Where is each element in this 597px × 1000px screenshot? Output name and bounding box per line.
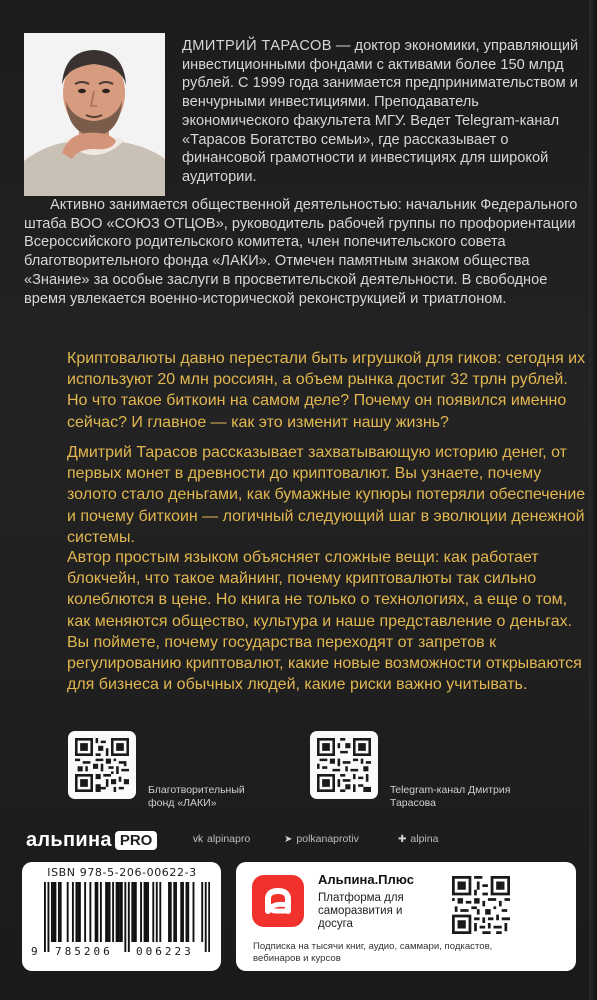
barcode-bar <box>105 882 107 942</box>
barcode-bar <box>187 882 189 942</box>
telegram-qr-code[interactable] <box>310 731 378 799</box>
barcode-bar <box>119 882 121 942</box>
isbn-number: ISBN 978-5-206-00622-3 <box>47 866 197 879</box>
barcode-bar <box>147 882 149 942</box>
blurb-paragraph-3: Автор простым языком объясняет сложные вещи: как работает блокчейн, что такое майнинг, почему криптовалюты так сильно колеблются в цене. Но книга не только о технологиях, а еще о том, как меняются общество, культура и наше представление о деньгах. Вы поймете, почему государства переходят от запретов к регулированию криптовалют, какие новые возможности открываются для бизнеса и обычных людей, какие риски важно учитывать. <box>67 549 582 694</box>
barcode-bar <box>96 882 98 942</box>
alpina-a-icon <box>252 875 304 927</box>
barcode-bar <box>53 882 55 942</box>
social-telegram[interactable] <box>284 833 359 845</box>
blurb-paragraph-1: Криптовалюты давно перестали быть игрушкой для гиков: сегодня их используют 20 млн россиян, а объем рынка достиг 32 трлн рублей. Но что такое биткоин на самом деле? Почему он появился именно сейчас? И главное — как это изменит нашу жизнь? <box>67 350 586 431</box>
barcode-bar <box>170 882 172 942</box>
qr-code-icon <box>317 738 371 792</box>
ean-left-digits: 785206 <box>55 945 113 958</box>
barcode-bar <box>58 882 60 942</box>
ean-right-digits: 006223 <box>136 945 194 958</box>
author-photo <box>24 33 165 196</box>
telegram-qr-label: Telegram-канал Дмитрия Тарасова <box>390 784 511 809</box>
barcode-bar <box>54 882 56 942</box>
social-handle: alpinapro <box>207 833 251 845</box>
barcode-bar <box>135 882 137 942</box>
barcode-bar <box>168 882 170 942</box>
barcode-bar <box>156 882 158 942</box>
alpina-plus-title: Альпина.Плюс <box>318 872 414 887</box>
fund-qr-label: Благотворительный фонд «ЛАКИ» <box>148 784 245 809</box>
barcode-bar <box>173 882 175 942</box>
alpina-pro-logo <box>26 828 157 852</box>
social-handle: alpina <box>410 833 439 845</box>
alpina-plus-logo <box>252 875 304 927</box>
barcode-bar <box>112 882 114 942</box>
barcode-bar <box>140 882 142 942</box>
social-alpina[interactable] <box>398 833 438 845</box>
barcode-bar <box>182 882 184 942</box>
social-handle: polkanaprotiv <box>296 833 359 845</box>
barcode-bar <box>47 882 49 952</box>
barcode-bar <box>75 882 77 942</box>
social-vk[interactable] <box>193 833 250 845</box>
telegram-icon: ➤ <box>284 833 293 845</box>
barcode-bar <box>124 882 126 952</box>
barcode-bar <box>109 882 111 942</box>
barcode-bar <box>44 882 46 952</box>
barcode <box>44 882 210 954</box>
barcode-bar <box>175 882 177 942</box>
barcode-bar <box>121 882 123 942</box>
ean-first-digit: 9 <box>31 945 38 958</box>
qr-code-icon <box>75 738 129 792</box>
barcode-bar <box>84 882 86 942</box>
brand-pro-badge: PRO <box>115 831 158 850</box>
barcode-bar <box>117 882 119 942</box>
author-bio-intro: — доктор экономики, управляющий инвестиционными фондами с активами более 150 млрд рублей. С 1999 года занимается предпринимательством и венчурными инвестициями. Преподаватель экономического факультета МГУ. Ведет Telegram-канал «Тарасов Богатство семьи», где рассказывает о финансовой грамотности и инвестициях для широкой аудитории. <box>182 38 579 185</box>
barcode-bar <box>72 882 74 942</box>
barcode-bar <box>201 882 203 942</box>
blurb-paragraph-2: Дмитрий Тарасов рассказывает захватывающую историю денег, от первых монет в древности до криптовалют. Вы узнаете, почему золото стало деньгами, как бумажные купюры потеряли обеспечение и почему биткоин — логичный следующий шаг в эволюции денежной системы. <box>67 444 586 546</box>
barcode-bar <box>100 882 102 942</box>
alpina-icon: ✚ <box>398 833 407 845</box>
barcode-bar <box>131 882 133 942</box>
barcode-bar <box>51 882 53 942</box>
barcode-bar <box>186 882 188 942</box>
barcode-bar <box>79 882 81 942</box>
barcode-bar <box>208 882 210 952</box>
barcode-bar <box>159 882 161 942</box>
barcode-bar <box>95 882 97 942</box>
barcode-bar <box>133 882 135 942</box>
barcode-bar <box>128 882 130 952</box>
barcode-bar <box>77 882 79 942</box>
barcode-bar <box>60 882 62 942</box>
book-spine-edge <box>589 0 597 1000</box>
alpina-plus-qr-code[interactable] <box>452 876 510 939</box>
author-bio-top <box>182 37 582 187</box>
barcode-bar <box>116 882 118 942</box>
barcode-bar <box>67 882 69 942</box>
author-bio-bottom <box>24 196 584 308</box>
fund-qr-code[interactable] <box>68 731 136 799</box>
barcode-bar <box>145 882 147 942</box>
barcode-bar <box>205 882 207 952</box>
barcode-bar <box>193 882 195 942</box>
barcode-bar <box>152 882 154 942</box>
brand-name: альпина <box>26 828 112 851</box>
barcode-bar <box>180 882 182 942</box>
vk-icon: vk <box>193 833 203 845</box>
barcode-bar <box>107 882 109 942</box>
barcode-bar <box>89 882 91 942</box>
barcode-bar <box>144 882 146 942</box>
author-bio-social: Активно занимается общественной деятельностью: начальник Федерального штаба ВОО «СОЮЗ ОТЦОВ», руководитель рабочей группы по профориентации Всероссийского родительского комитета, член попечительского совета благотворительного фонда «ЛАКИ». Отмечен памятным знаком общества «Знание» за особые заслуги в просветительской деятельности. В свободное время увлекается военно-исторической реконструкцией и триатлоном. <box>24 197 578 307</box>
alpina-plus-note: Подписка на тысячи книг, аудио, саммари, подкастов, вебинаров и курсов <box>253 941 493 964</box>
alpina-plus-subtitle: Платформа для саморазвития и досуга <box>318 892 404 930</box>
qr-code-icon <box>452 876 510 934</box>
author-name: ДМИТРИЙ ТАРАСОВ <box>182 38 332 54</box>
